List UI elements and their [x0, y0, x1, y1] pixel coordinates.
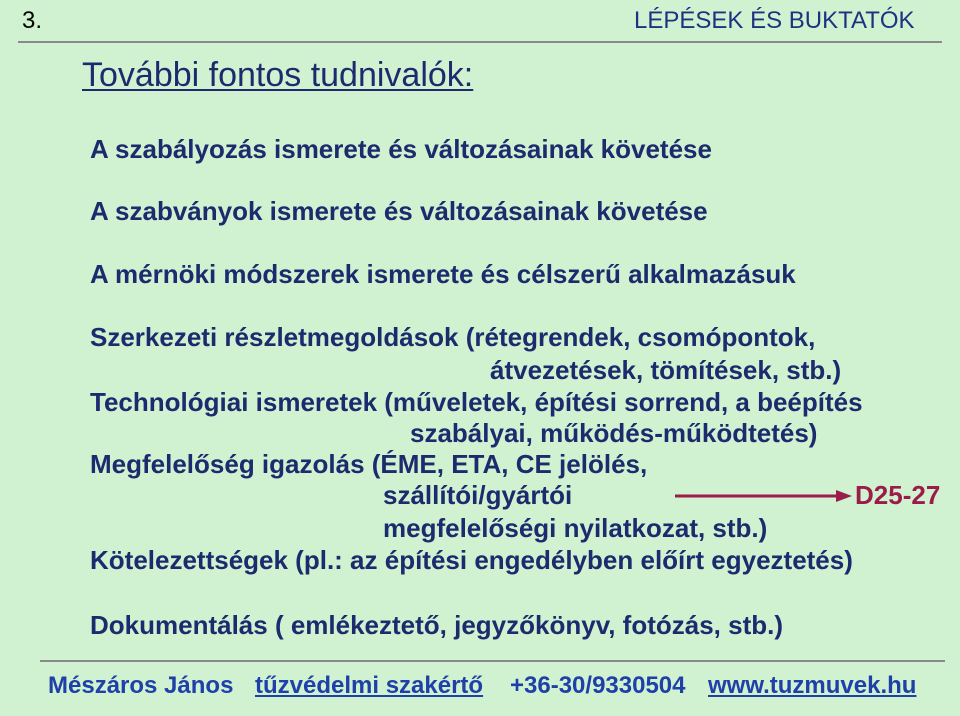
list-item-continuation: szállítói/gyártói — [383, 480, 573, 510]
header-divider — [18, 41, 942, 43]
footer-role-link[interactable]: tűzvédelmi szakértő — [255, 672, 484, 699]
list-item: Kötelezettségek (pl.: az építési engedélyben előírt egyeztetés) — [90, 545, 853, 575]
footer-author: Mészáros János — [48, 672, 234, 699]
list-item-continuation: megfelelőségi nyilatkozat, stb.) — [383, 513, 768, 543]
footer-divider — [40, 660, 945, 662]
list-item: Dokumentálás ( emlékeztető, jegyzőkönyv, fotózás, stb.) — [90, 610, 784, 640]
list-item-continuation: szabályai, működés-működtetés) — [410, 418, 818, 448]
list-item: A szabályozás ismerete és változásainak követése — [90, 134, 712, 164]
arrow-right-icon — [672, 487, 854, 505]
slide-number: 3. — [22, 7, 43, 34]
list-item: Megfelelőség igazolás (ÉME, ETA, CE jelölés, — [90, 449, 648, 479]
section-title: LÉPÉSEK ÉS BUKTATÓK — [634, 7, 915, 34]
reference-label: D25-27 — [855, 480, 941, 510]
list-item: Technológiai ismeretek (műveletek, építési sorrend, a beépítés — [90, 387, 863, 417]
footer-website-link[interactable]: www.tuzmuvek.hu — [708, 672, 917, 699]
slide-title: További fontos tudnivalók: — [82, 56, 474, 94]
list-item: Szerkezeti részletmegoldások (rétegrendek, csomópontok, — [90, 322, 816, 352]
list-item: A mérnöki módszerek ismerete és célszerű alkalmazásuk — [90, 259, 796, 289]
footer-phone: +36-30/9330504 — [510, 672, 686, 699]
list-item-continuation: átvezetések, tömítések, stb.) — [490, 355, 842, 385]
list-item: A szabványok ismerete és változásainak követése — [90, 196, 708, 226]
